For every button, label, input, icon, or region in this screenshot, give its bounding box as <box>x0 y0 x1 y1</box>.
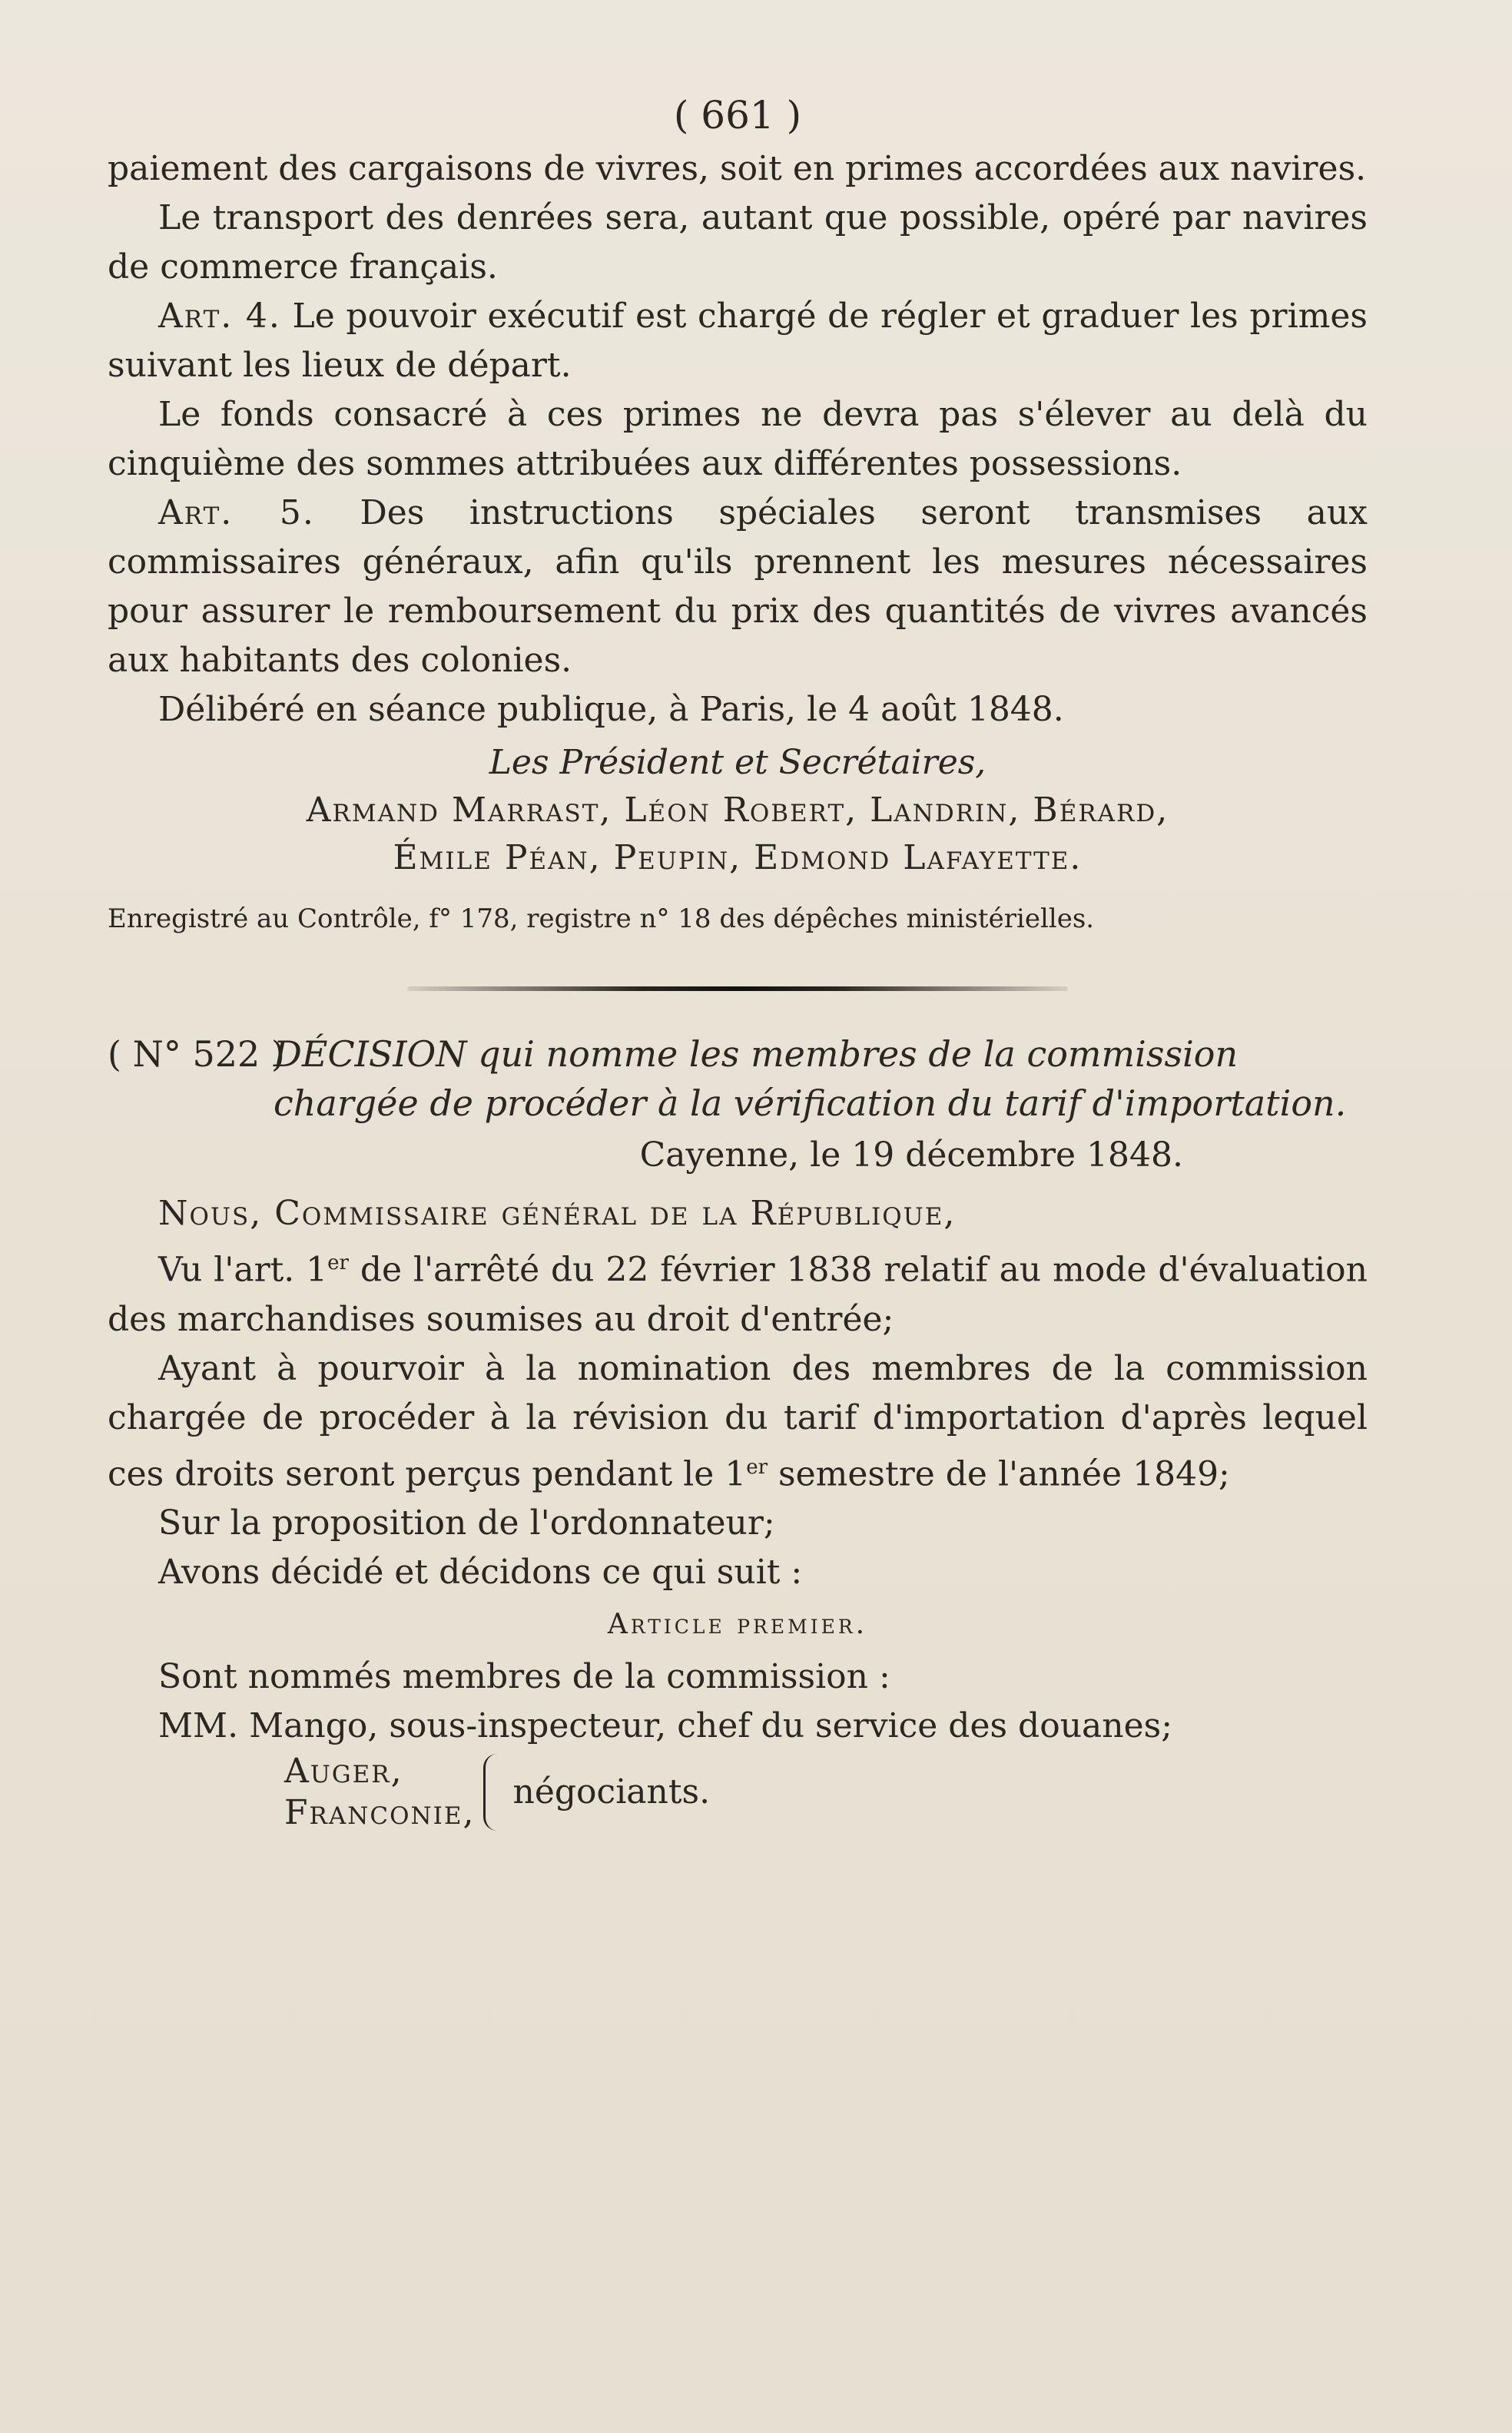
negociants-label: négociants. <box>512 1772 711 1812</box>
ayant-text-post: semestre de l'année 1849; <box>768 1454 1230 1494</box>
decision-heading <box>108 1029 1368 1128</box>
article-5-text: Des instructions spéciales seront transmises aux commissaires généraux, afin qu'ils prennent les mesures nécessaires pour assurer le remboursement du prix des quantités de vivres avancés aux habitants des colonies. <box>108 493 1368 680</box>
page-number: ( 661 ) <box>673 93 802 138</box>
ayant-text-pre: Ayant à pourvoir à la nomination des membres de la commission chargée de procéder à la révision du tarif d'importation d'après lequel ces droits seront perçus pendant le 1 <box>108 1348 1368 1494</box>
text-column <box>108 91 1368 1834</box>
avons-line: Avons décidé et décidons ce qui suit : <box>158 1553 803 1593</box>
negociants-block <box>284 1751 1368 1834</box>
article-4-text: Le pouvoir exécutif est chargé de régler et graduer les primes suivant les lieux de départ. <box>108 297 1368 385</box>
negociant-name: Auger, <box>284 1752 403 1792</box>
article-premier-heading: Article premier. <box>607 1609 868 1641</box>
paragraph-paiement: paiement des cargaisons de vivres, soit en primes accordées aux navires. <box>108 149 1367 188</box>
article-4 <box>108 292 1368 390</box>
ayant-sup: er <box>746 1455 768 1479</box>
decision-number: ( N° 522 ) <box>108 1033 285 1075</box>
article-5 <box>108 489 1368 685</box>
paragraph-transport: Le transport des denrées sera, autant que possible, opéré par navires de commerce français. <box>108 198 1368 287</box>
brace-mark <box>483 1754 499 1831</box>
signers-line-1: Armand Marrast, Léon Robert, Landrin, Bérard, <box>306 791 1169 830</box>
section-divider <box>407 986 1068 991</box>
signers-block <box>108 739 1368 882</box>
article-5-label: Art. 5. <box>158 493 315 532</box>
vu-article-sup: er <box>327 1251 349 1275</box>
negociants-names <box>284 1751 476 1834</box>
nous-line: Nous, Commissaire général de la République, <box>158 1194 957 1233</box>
decision-date: Cayenne, le 19 décembre 1848. <box>639 1135 1183 1175</box>
ayant-paragraph <box>108 1344 1368 1500</box>
registration-note: Enregistré au Contrôle, f° 178, registre n° 18 des dépêches ministérielles. <box>108 903 1095 934</box>
negociant-name: Franconie, <box>284 1793 476 1833</box>
proposition-line: Sur la proposition de l'ordonnateur; <box>158 1503 775 1543</box>
signers-line-2: Émile Péan, Peupin, Edmond Lafayette. <box>393 838 1083 877</box>
sont-nommes-line: Sont nommés membres de la commission : <box>158 1657 890 1697</box>
paragraph-fonds: Le fonds consacré à ces primes ne devra pas s'élever au delà du cinquième des sommes attribuées aux différentes possessions. <box>108 395 1368 483</box>
vu-article <box>108 1238 1368 1344</box>
article-4-label: Art. 4. <box>158 297 281 336</box>
signers-title: Les Président et Secrétaires, <box>489 743 986 782</box>
vu-article-text-post: de l'arrêté du 22 février 1838 relatif au mode d'évaluation des marchandises soumises au droit d'entrée; <box>108 1250 1368 1339</box>
mm-mango-line: MM. Mango, sous-inspecteur, chef du service des douanes; <box>158 1706 1173 1746</box>
vu-article-text-pre: Vu l'art. 1 <box>158 1250 328 1290</box>
deliberation-line: Délibéré en séance publique, à Paris, le 4 août 1848. <box>158 690 1064 729</box>
decision-title: DÉCISION qui nomme les membres de la commission chargée de procéder à la vérification du tarif d'importation. <box>274 1033 1347 1124</box>
